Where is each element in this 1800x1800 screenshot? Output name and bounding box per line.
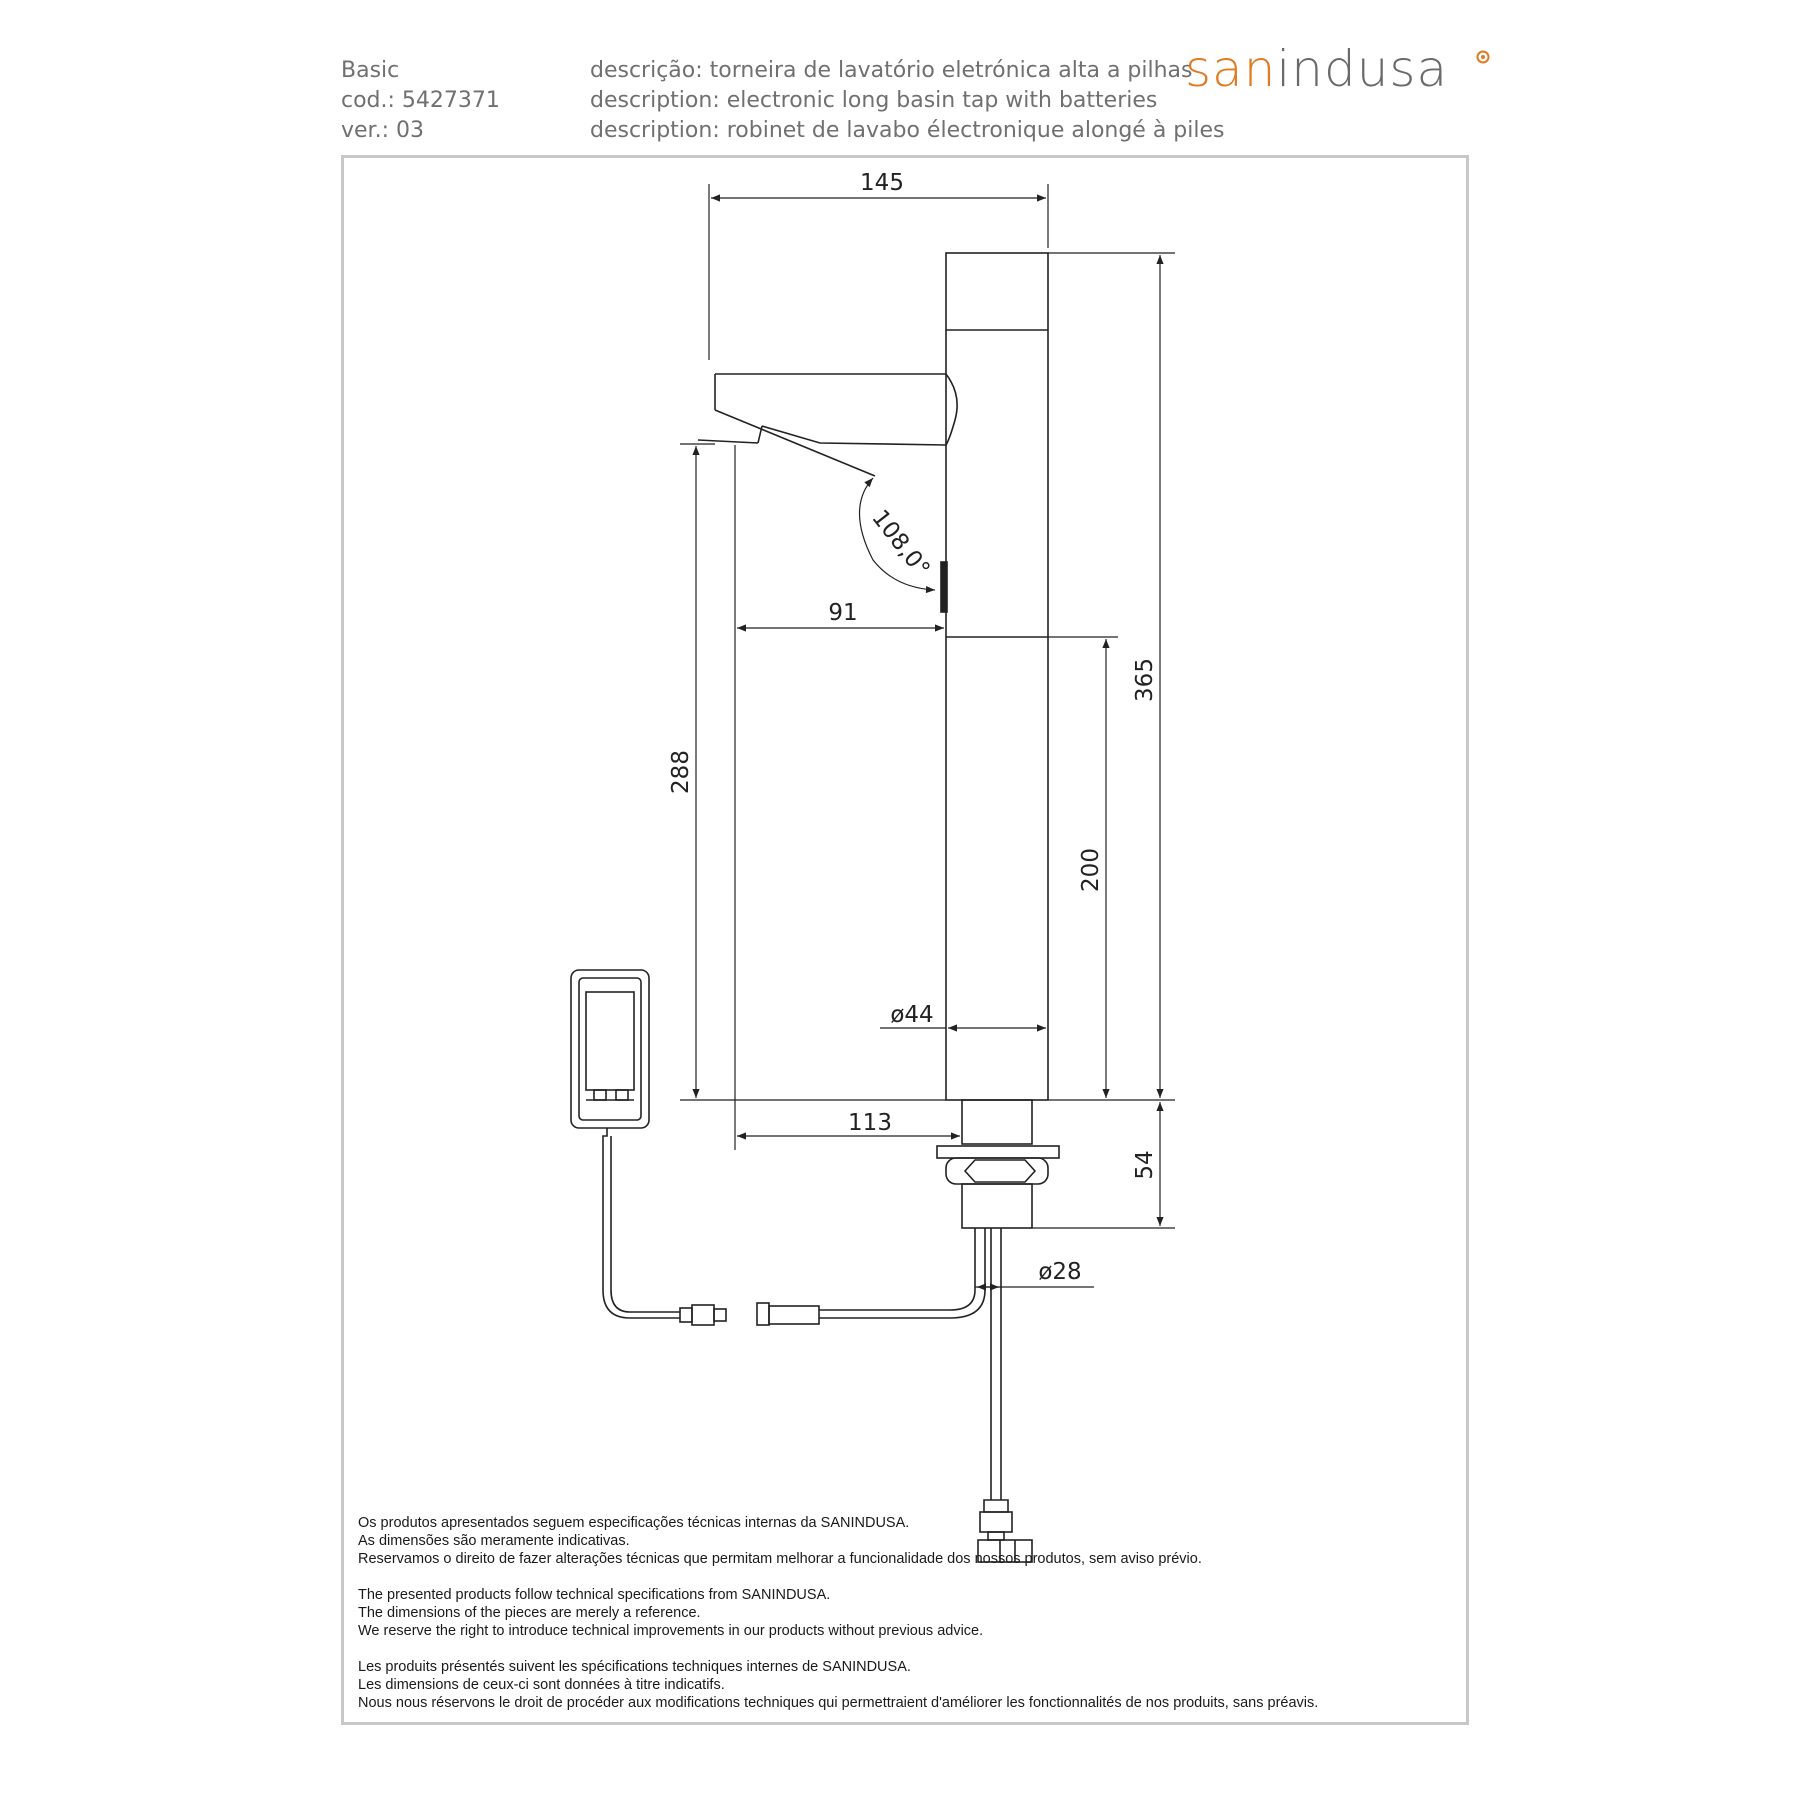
dim-44: ø44 xyxy=(890,1002,934,1028)
dim-113: 113 xyxy=(848,1110,892,1136)
note-line: Les produits présentés suivent les spécifications techniques internes de SANINDUSA. xyxy=(358,1659,911,1675)
tap-spout xyxy=(698,374,957,476)
tap-body xyxy=(941,253,1048,1100)
tap-base xyxy=(937,1100,1059,1562)
description-pt: descrição: torneira de lavatório eletrónica alta a pilhas xyxy=(590,58,1193,83)
note-line: We reserve the right to introduce technical improvements in our products without previous advice. xyxy=(358,1623,984,1639)
dimension-lines xyxy=(696,198,1160,1287)
note-line: Les dimensions de ceux-ci sont données à titre indicatifs. xyxy=(358,1677,725,1693)
notes-fr xyxy=(358,1658,1318,1712)
note-line: Os produtos apresentados seguem especificações técnicas internas da SANINDUSA. xyxy=(358,1515,910,1531)
product-code: cod.: 5427371 xyxy=(341,88,500,113)
notes-en xyxy=(358,1586,1318,1640)
note-line: Nous nous réservons le droit de procéder aux modifications techniques qui permettraient d'améliorer les fonctionnalités de nos produits, sans préavis. xyxy=(358,1695,1319,1711)
sensor-cable xyxy=(603,1128,985,1325)
note-line: The presented products follow technical specifications from SANINDUSA. xyxy=(358,1587,831,1603)
note-line: Reservamos o direito de fazer alterações técnicas que permitam melhorar a funcionalidade dos nossos produtos, sem aviso prévio. xyxy=(358,1551,1202,1567)
dim-54: 54 xyxy=(1132,1150,1158,1180)
note-line: As dimensões são meramente indicativas. xyxy=(358,1533,630,1549)
description-en: description: electronic long basin tap with batteries xyxy=(590,88,1158,113)
logo-part-san: san xyxy=(1185,40,1277,98)
disclaimer-notes xyxy=(358,1514,1318,1730)
dim-28: ø28 xyxy=(1038,1259,1082,1285)
dim-200: 200 xyxy=(1078,848,1104,892)
logo-part-indusa: indusa xyxy=(1276,40,1449,98)
description-fr: description: robinet de lavabo électronique alongé à piles xyxy=(590,118,1225,143)
dim-365: 365 xyxy=(1132,658,1158,702)
dim-288: 288 xyxy=(668,750,694,794)
tap-column xyxy=(946,253,1048,1100)
battery-box xyxy=(571,970,649,1128)
dim-145: 145 xyxy=(860,170,904,196)
dim-angle: 108,0° xyxy=(866,505,935,583)
series-name: Basic xyxy=(341,58,400,83)
extension-lines xyxy=(680,184,1175,1228)
version: ver.: 03 xyxy=(341,118,424,143)
notes-pt xyxy=(358,1514,1318,1568)
sensor-window xyxy=(941,562,947,612)
dim-91: 91 xyxy=(828,600,858,626)
note-line: The dimensions of the pieces are merely a reference. xyxy=(358,1605,701,1621)
